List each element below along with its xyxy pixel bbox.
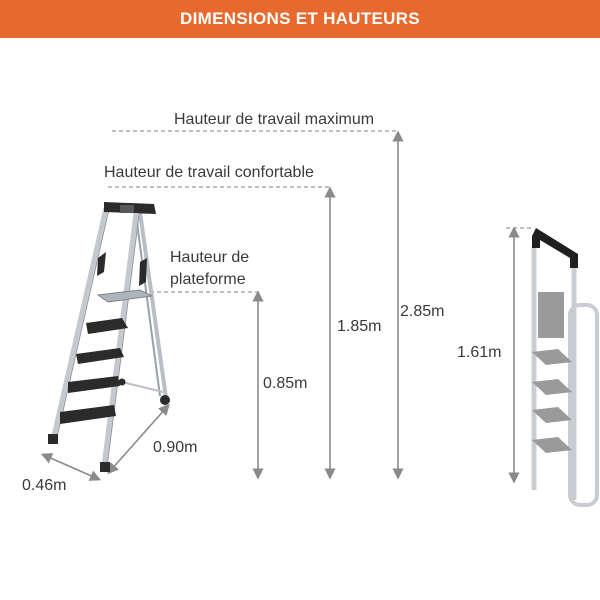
folded-height-value: 1.61m (457, 344, 502, 361)
platform-caption-line1: Hauteur de (170, 249, 250, 266)
max-height-caption: Hauteur de travail maximum (174, 111, 375, 128)
depth-value: 0.90m (153, 439, 198, 456)
folded-ladder-illustration (532, 228, 597, 505)
width-arrow (46, 456, 96, 478)
banner-title: DIMENSIONS ET HAUTEURS (0, 0, 600, 38)
platform-height-value: 0.85m (263, 375, 308, 392)
comfort-height-value: 1.85m (337, 318, 382, 335)
open-ladder-illustration (48, 202, 170, 472)
width-value: 0.46m (22, 477, 67, 494)
comfort-height-caption: Hauteur de travail confortable (104, 164, 314, 181)
max-height-value: 2.85m (400, 303, 445, 320)
platform-caption-line2: plateforme (170, 271, 246, 288)
